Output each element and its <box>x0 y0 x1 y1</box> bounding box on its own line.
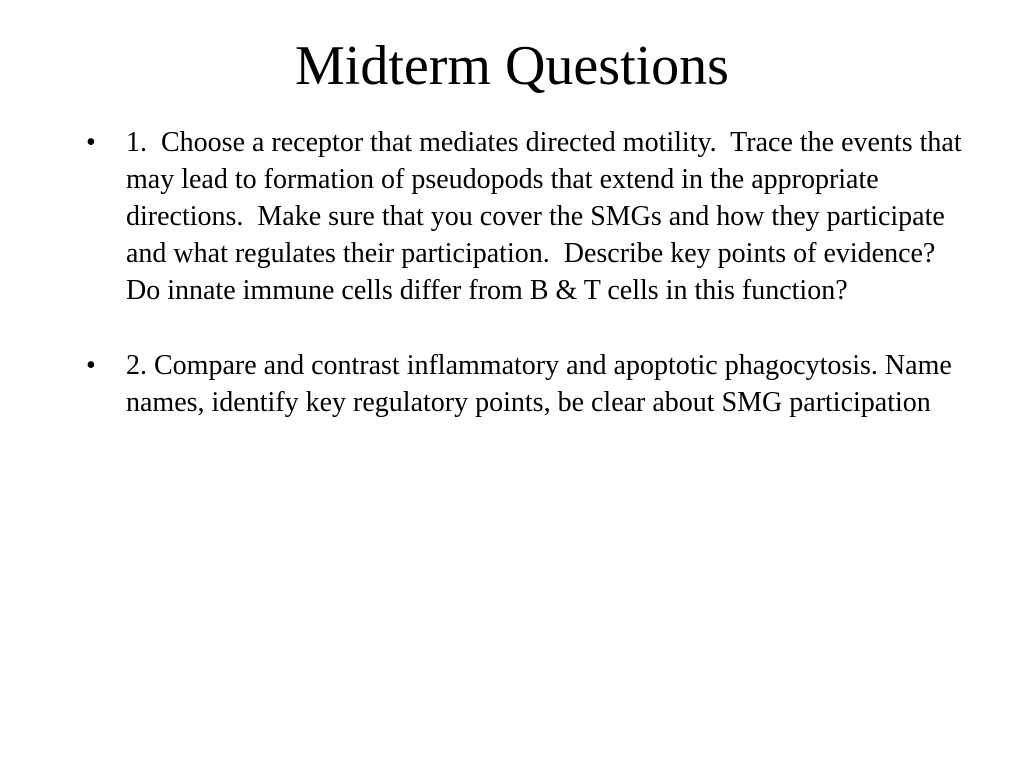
question-1-text: 1. Choose a receptor that mediates directed motility. Trace the events that may lead to formation of pseudopods that extend in the appropriate directions. Make sure that you cover the SMGs and how they participate and what regulates their participation. Describe key points of evidence? Do innate immune cells differ from B & T cells in this function? <box>126 127 969 306</box>
list-item <box>82 347 962 421</box>
bullet-list <box>82 124 969 459</box>
question-2-text: 2. Compare and contrast inflammatory and apoptotic phagocytosis. Name names, identify key regulatory points, be clear about SMG participation <box>126 350 959 418</box>
bullet-marker: • <box>86 350 96 381</box>
list-item <box>82 124 969 309</box>
bullet-marker: • <box>86 127 96 158</box>
slide-title: Midterm Questions <box>295 35 729 97</box>
